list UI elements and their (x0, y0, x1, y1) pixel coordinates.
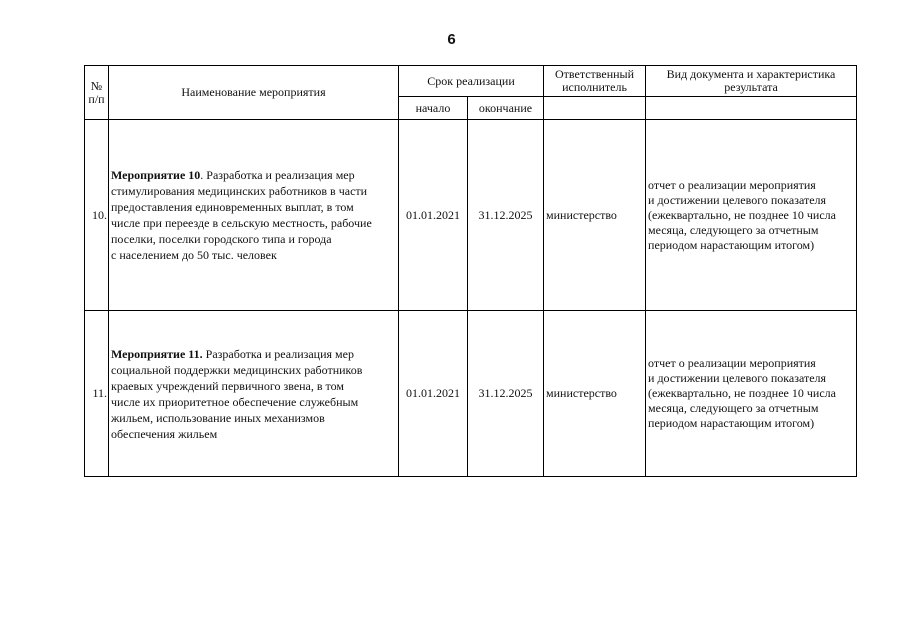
header-number (85, 66, 109, 120)
header-number-line2: п/п (88, 91, 105, 106)
row-result (646, 120, 857, 311)
row-start-date: 01.01.2021 (399, 120, 468, 311)
row-number: 10. (85, 120, 109, 311)
header-result-line2: результата (724, 80, 778, 94)
header-end: окончание (468, 97, 544, 120)
result-line: месяца, следующего за отчетным (648, 222, 819, 237)
row-activity-name (109, 120, 399, 311)
result-line: периодом нарастающим итогом) (648, 416, 815, 430)
row-end-date: 31.12.2025 (468, 311, 544, 477)
result-line: периодом нарастающим итогом) (648, 237, 815, 252)
page-number: 6 (447, 31, 456, 48)
table-header-row (85, 66, 857, 97)
table-row (85, 120, 857, 311)
header-responsible (544, 66, 646, 97)
activity-title: Мероприятие 11. (111, 346, 203, 361)
header-responsible-line2: исполнитель (562, 80, 627, 94)
row-start-date: 01.01.2021 (399, 311, 468, 477)
activity-name-line: поселки, поселки городского типа и города (111, 232, 332, 246)
activity-name-line: с населением до 50 тыс. человек (111, 248, 277, 262)
row-end-date: 31.12.2025 (468, 120, 544, 311)
result-line: (ежеквартально, не позднее 10 числа (648, 207, 836, 222)
activity-name-line (111, 346, 394, 362)
activity-name-line: жильем, использование иных механизмов (111, 410, 325, 425)
result-line: и достижении целевого показателя (648, 371, 827, 385)
activity-name-line: обеспечения жильем (111, 426, 218, 441)
header-result-blank (646, 97, 857, 120)
result-line: месяца, следующего за отчетным (648, 401, 819, 415)
activity-name-first: . Разработка и реализация мер (200, 168, 355, 182)
header-period: Срок реализации (399, 66, 544, 97)
row-number: 11. (85, 311, 109, 477)
header-number-line1: № (90, 78, 103, 93)
result-line: отчет о реализации мероприятия (648, 356, 816, 370)
result-line: и достижении целевого показателя (648, 192, 827, 207)
row-responsible: министерство (544, 311, 646, 477)
header-responsible-blank (544, 97, 646, 120)
activity-name-line: стимулирования медицинских работников в части (111, 184, 368, 198)
header-activity-name: Наименование мероприятия (109, 66, 399, 120)
activity-name-line: числе их приоритетное обеспечение служебным (111, 394, 359, 409)
header-responsible-line1: Ответственный (554, 67, 635, 81)
row-activity-name (109, 311, 399, 477)
activity-name-line: социальной поддержки медицинских работников (111, 362, 363, 377)
row-responsible: министерство (544, 120, 646, 311)
result-line: отчет о реализации мероприятия (648, 177, 816, 192)
result-line: (ежеквартально, не позднее 10 числа (648, 386, 836, 400)
activity-name-line: числе при переезде в сельскую местность, рабочие (111, 216, 372, 230)
row-result (646, 311, 857, 477)
header-result (646, 66, 857, 97)
activity-name-line (111, 167, 394, 183)
activities-table (84, 65, 857, 477)
activity-name-line: предоставления единовременных выплат, в том (111, 200, 354, 214)
table-row (85, 311, 857, 477)
activity-name-line: краевых учреждений первичного звена, в том (111, 378, 345, 393)
header-result-line1: Вид документа и характеристика (666, 67, 836, 81)
header-start: начало (399, 97, 468, 120)
activity-title: Мероприятие 10 (111, 168, 201, 182)
activity-name-first: Разработка и реализация мер (202, 346, 354, 361)
